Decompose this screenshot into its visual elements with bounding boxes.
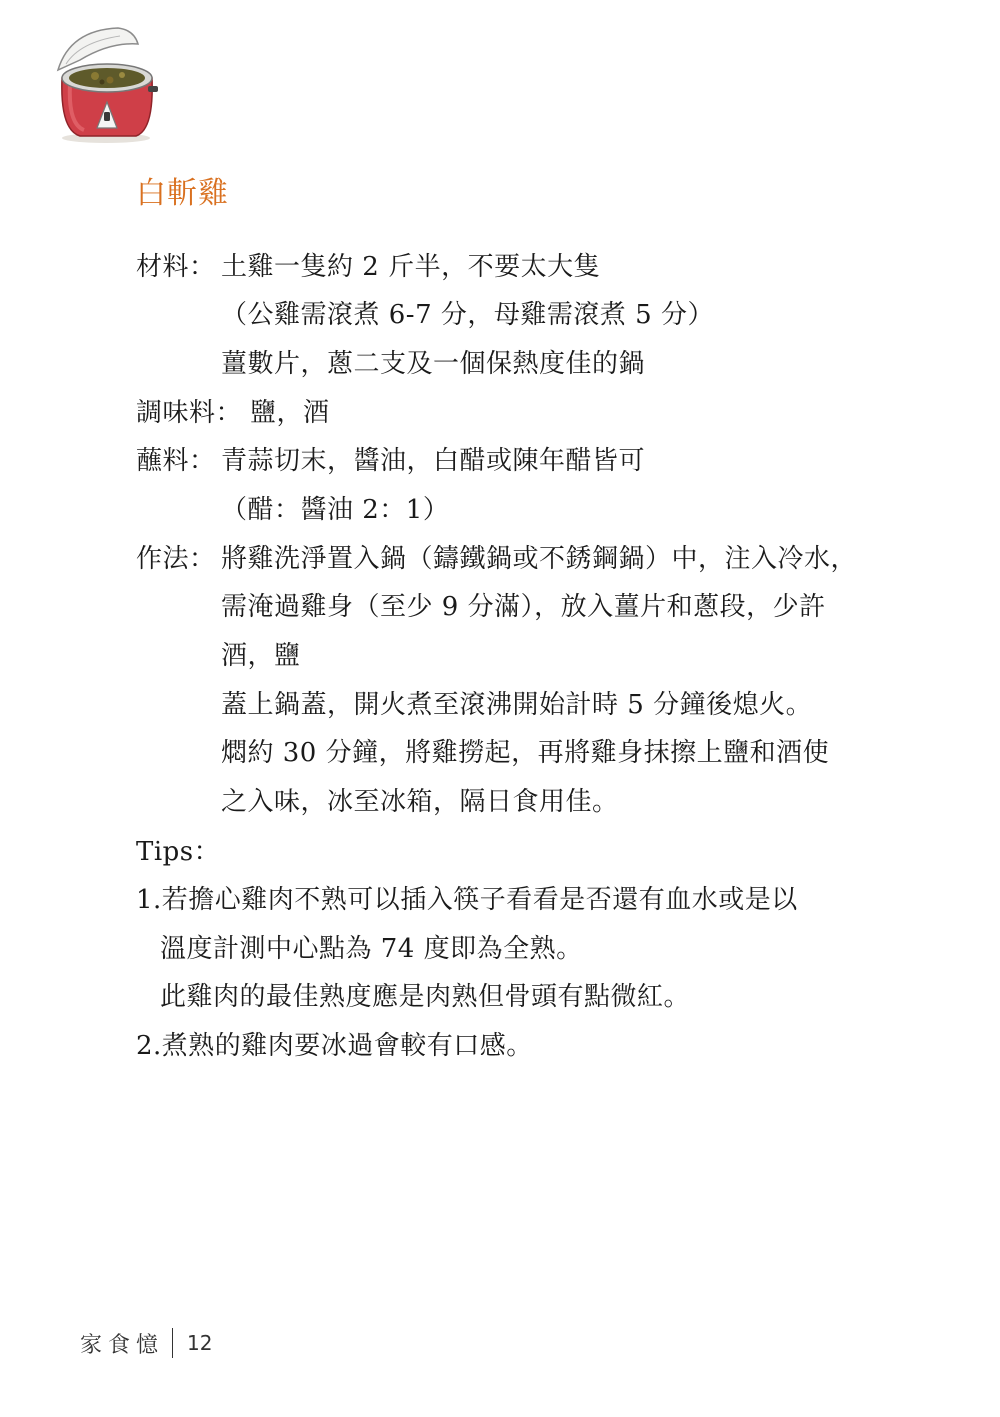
method-line-4: 蓋上鍋蓋，開火煮至滾沸開始計時 5 分鐘後熄火。 xyxy=(221,690,813,720)
ingredients-label: 材料： xyxy=(136,252,216,282)
method-line-5: 燜約 30 分鐘，將雞撈起，再將雞身抹擦上鹽和酒使 xyxy=(221,738,830,768)
tip-line-1: 1.若擔心雞肉不熟可以插入筷子看看是否還有血水或是以 xyxy=(136,885,798,915)
method-line-6: 之入味，冰至冰箱，隔日食用佳。 xyxy=(221,787,619,817)
dip-label: 蘸料： xyxy=(136,446,216,476)
method-line-2: 需淹過雞身（至少 9 分滿），放入薑片和蔥段，少許 xyxy=(221,592,826,622)
page-footer xyxy=(80,1326,212,1360)
rice-cooker-icon xyxy=(40,20,165,145)
tips-label: Tips： xyxy=(136,837,221,867)
seasoning-label: 調味料： xyxy=(136,398,243,428)
dip-line-2: （醋：醬油 2：1） xyxy=(221,495,450,525)
ingredient-line-1: 土雞一隻約 2 斤半，不要太大隻 xyxy=(221,252,601,282)
tip-line-3: 此雞肉的最佳熟度應是肉熟但骨頭有點微紅。 xyxy=(160,982,691,1012)
method-label: 作法： xyxy=(136,544,216,574)
method-line-3: 酒，鹽 xyxy=(221,641,301,671)
ingredient-line-2: （公雞需滾煮 6-7 分，母雞需滾煮 5 分） xyxy=(221,300,714,330)
recipe-title: 白斬雞 xyxy=(136,176,229,211)
book-title: 家食憶 xyxy=(80,1332,165,1358)
method-line-1: 將雞洗淨置入鍋（鑄鐵鍋或不銹鋼鍋）中，注入冷水， xyxy=(221,544,858,574)
seasoning-text: 鹽，酒 xyxy=(250,398,330,428)
ingredient-line-3: 薑數片，蔥二支及一個保熱度佳的鍋 xyxy=(221,349,646,379)
dip-line-1: 青蒜切末，醬油，白醋或陳年醋皆可 xyxy=(221,446,646,476)
page-number: 12 xyxy=(187,1331,213,1355)
footer-divider xyxy=(172,1328,173,1358)
tip-line-4: 2.煮熟的雞肉要冰過會較有口感。 xyxy=(136,1031,533,1061)
tip-line-2: 溫度計測中心點為 74 度即為全熟。 xyxy=(160,934,583,964)
